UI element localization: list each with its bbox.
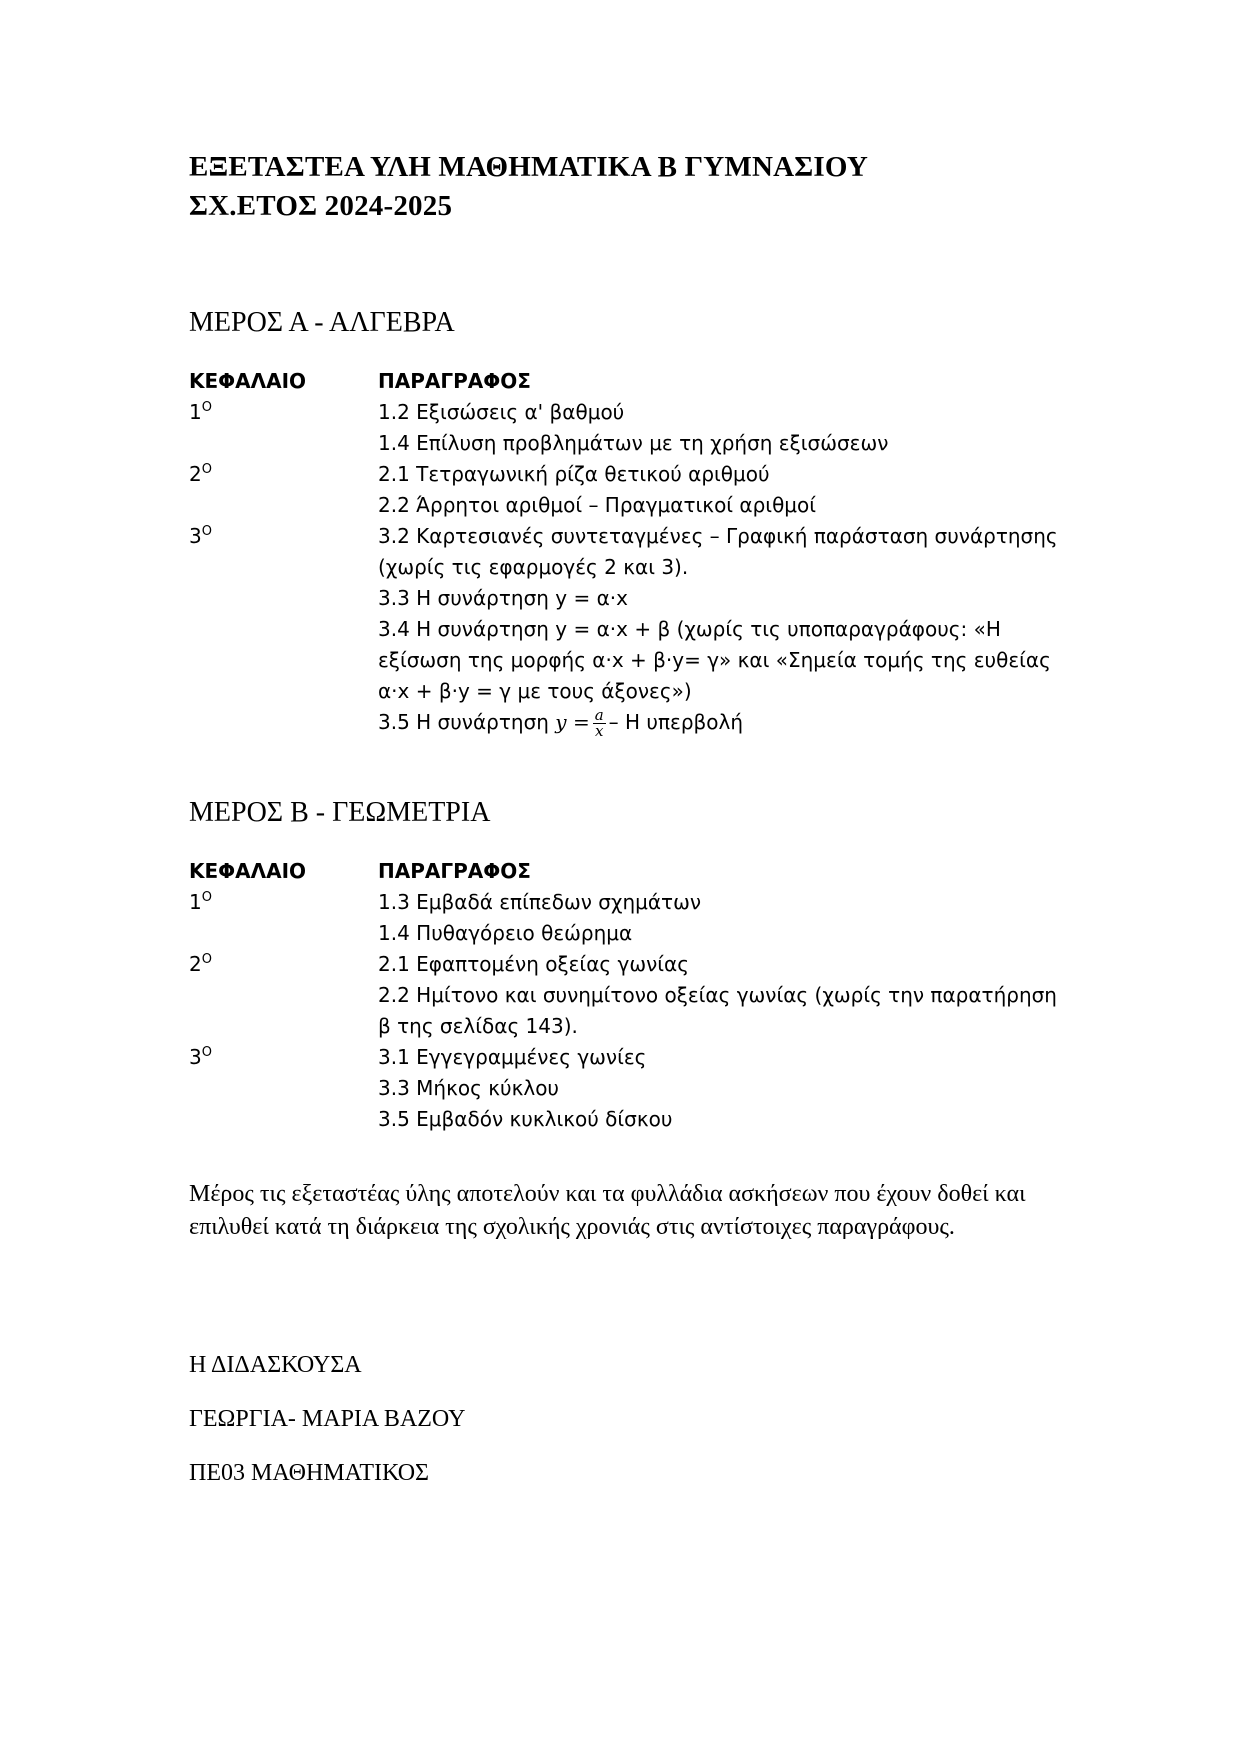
paragraph-item: 3.3 Μήκος κύκλου xyxy=(378,1076,560,1100)
table-row xyxy=(189,614,1058,707)
chapter-number: $3^O$ xyxy=(189,524,212,548)
title-line-2: ΣΧ.ΕΤΟΣ 2024-2025 xyxy=(189,190,453,222)
table-row xyxy=(189,980,1058,1042)
signature-name: ΓΕΩΡΓΙΑ- ΜΑΡΙΑ ΒΑΖΟΥ xyxy=(189,1406,466,1432)
part-a-table xyxy=(189,366,1058,739)
signature-role: Η ΔΙΔΑΣΚΟΥΣΑ xyxy=(189,1352,362,1378)
paragraph-item: 3.1 Εγγεγραμμένες γωνίες xyxy=(378,1045,647,1069)
paragraph-item: 1.4 Επίλυση προβλημάτων με τη χρήση εξισώσεων xyxy=(378,431,889,455)
table-row xyxy=(189,583,1058,614)
paragraph-column-header: ΠΑΡΑΓΡΑΦΟΣ xyxy=(378,369,531,393)
paragraph-item: 2.2 Ημίτονο και συνημίτονο οξείας γωνίας (χωρίς την παρατήρηση β της σελίδας 143). xyxy=(378,983,1057,1038)
table-row xyxy=(189,397,1058,428)
paragraph-item: 3.3 Η συνάρτηση y = α·x xyxy=(378,586,628,610)
signature-specialty: ΠΕ03 ΜΑΘΗΜΑΤΙΚΟΣ xyxy=(189,1460,430,1486)
part-b-heading: ΜΕΡΟΣ Β - ΓΕΩΜΕΤΡΙΑ xyxy=(189,797,491,828)
table-row xyxy=(189,1042,1058,1073)
paragraph-item: 2.1 Εφαπτομένη οξείας γωνίας xyxy=(378,952,689,976)
part-a-table-header xyxy=(189,366,1058,397)
table-row xyxy=(189,918,1058,949)
document-title xyxy=(189,148,868,226)
chapter-number: $2^O$ xyxy=(189,952,212,976)
chapter-number: $2^O$ xyxy=(189,462,212,486)
formula-lhs: y = xyxy=(555,710,590,734)
chapter-number: $1^O$ xyxy=(189,400,212,424)
table-row xyxy=(189,1073,1058,1104)
chapter-column-header: ΚΕΦΑΛΑΙΟ xyxy=(189,369,307,393)
paragraph-item: 2.2 Άρρητοι αριθμοί – Πραγματικοί αριθμοί xyxy=(378,493,817,517)
part-a-heading: ΜΕΡΟΣ Α - ΑΛΓΕΒΡΑ xyxy=(189,307,455,338)
paragraph-item: 1.4 Πυθαγόρειο θεώρημα xyxy=(378,921,633,945)
table-row xyxy=(189,949,1058,980)
paragraph-item: 1.2 Εξισώσεις α' βαθμού xyxy=(378,400,625,424)
chapter-number: $1^O$ xyxy=(189,890,212,914)
paragraph-item: 2.1 Τετραγωνική ρίζα θετικού αριθμού xyxy=(378,462,770,486)
paragraph-item: 3.5 Εμβαδόν κυκλικού δίσκου xyxy=(378,1107,673,1131)
part-b-table-header xyxy=(189,856,1058,887)
note-paragraph: Μέρος τις εξεταστέας ύλης αποτελούν και τα φυλλάδια ασκήσεων που έχουν δοθεί και επιλυθεί κατά τη διάρκεια της σχολικής χρονιάς στις αντίστοιχες παραγράφους. xyxy=(189,1181,1026,1240)
table-row xyxy=(189,707,1058,739)
title-line-1: ΕΞΕΤΑΣΤΕΑ ΥΛΗ ΜΑΘΗΜΑΤΙΚΑ Β ΓΥΜΝΑΣΙΟΥ xyxy=(189,151,869,183)
table-row xyxy=(189,521,1058,583)
paragraph-item: 3.5 Η συνάρτηση y = $\frac{a}{x}$ – Η υπερβολή xyxy=(378,706,744,740)
part-b-table xyxy=(189,856,1058,1135)
paragraph-item: 1.3 Εμβαδά επίπεδων σχημάτων xyxy=(378,890,702,914)
table-row xyxy=(189,1104,1058,1135)
paragraph-item: 3.4 Η συνάρτηση y = α·x + β (χωρίς τις υποπαραγράφους: «Η εξίσωση της μορφής α·x + β·y= γ» και «Σημεία τομής της ευθείας α·x + β·y = γ με τους άξονες») xyxy=(378,617,1051,703)
fraction-formula: $\frac{a}{x}$ xyxy=(594,706,604,740)
paragraph-column-header: ΠΑΡΑΓΡΑΦΟΣ xyxy=(378,859,531,883)
chapter-column-header: ΚΕΦΑΛΑΙΟ xyxy=(189,859,307,883)
chapter-number: $3^O$ xyxy=(189,1045,212,1069)
table-row xyxy=(189,428,1058,459)
table-row xyxy=(189,459,1058,490)
table-row xyxy=(189,490,1058,521)
table-row xyxy=(189,887,1058,918)
paragraph-item: 3.2 Καρτεσιανές συντεταγμένες – Γραφική παράσταση συνάρτησης (χωρίς τις εφαρμογές 2 και 3). xyxy=(378,524,1058,579)
